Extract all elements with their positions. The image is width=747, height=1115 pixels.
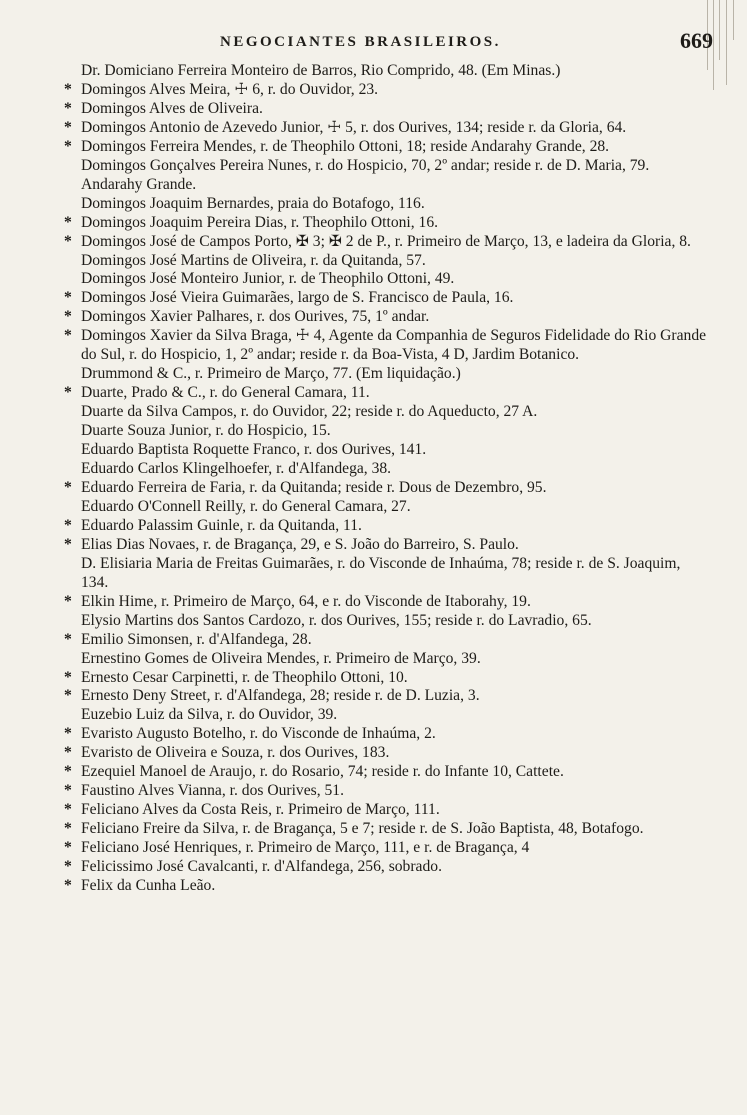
directory-entry bbox=[64, 687, 711, 706]
directory-entry bbox=[64, 384, 711, 403]
entry-text: Domingos Joaquim Pereira Dias, r. Theophilo Ottoni, 16. bbox=[81, 213, 439, 231]
directory-entry bbox=[64, 138, 711, 157]
entry-text: Feliciano José Henriques, r. Primeiro de Março, 111, e r. de Bragança, 4 bbox=[81, 839, 530, 857]
entry-marker: * bbox=[64, 99, 72, 117]
entry-text: Ernesto Cesar Carpinetti, r. de Theophilo Ottoni, 10. bbox=[81, 668, 408, 686]
entry-text: Domingos Alves de Oliveira. bbox=[81, 99, 263, 117]
directory-entry bbox=[64, 877, 711, 896]
directory-entry bbox=[64, 612, 711, 631]
directory-entry bbox=[64, 119, 711, 138]
entry-marker: * bbox=[64, 232, 72, 250]
entry-marker: * bbox=[64, 668, 72, 686]
entry-list bbox=[64, 62, 711, 896]
section-title: NEGOCIANTES BRASILEIROS. bbox=[220, 34, 501, 50]
entry-marker: * bbox=[64, 725, 72, 743]
directory-entry bbox=[64, 763, 711, 782]
directory-entry bbox=[64, 422, 711, 441]
entry-text: Eduardo Carlos Klingelhoefer, r. d'Alfandega, 38. bbox=[81, 460, 392, 478]
entry-text: Domingos José Monteiro Junior, r. de Theophilo Ottoni, 49. bbox=[81, 270, 455, 288]
directory-entry bbox=[64, 820, 711, 839]
entry-text: Domingos José Vieira Guimarães, largo de S. Francisco de Paula, 16. bbox=[81, 289, 514, 307]
directory-entry bbox=[64, 517, 711, 536]
directory-entry bbox=[64, 403, 711, 422]
directory-entry bbox=[64, 157, 711, 195]
entry-text: Feliciano Alves da Costa Reis, r. Primeiro de Março, 111. bbox=[81, 801, 440, 819]
directory-entry bbox=[64, 555, 711, 593]
entry-text: Dr. Domiciano Ferreira Monteiro de Barros, Rio Comprido, 48. (Em Minas.) bbox=[81, 62, 561, 79]
entry-text: Domingos Ferreira Mendes, r. de Theophilo Ottoni, 18; reside Andarahy Grande, 28. bbox=[81, 137, 610, 155]
directory-entry bbox=[64, 536, 711, 555]
directory-entry bbox=[64, 744, 711, 763]
entry-marker: * bbox=[64, 327, 72, 345]
entry-text: Felix da Cunha Leão. bbox=[81, 876, 216, 894]
directory-entry bbox=[64, 308, 711, 327]
entry-marker: * bbox=[64, 384, 72, 402]
entry-text: Eduardo Baptista Roquette Franco, r. dos Ourives, 141. bbox=[81, 441, 427, 459]
directory-entry bbox=[64, 650, 711, 669]
entry-text: Domingos José Martins de Oliveira, r. da Quitanda, 57. bbox=[81, 251, 426, 269]
entry-text: Duarte, Prado & C., r. do General Camara, 11. bbox=[81, 384, 370, 402]
directory-entry bbox=[64, 631, 711, 650]
entry-text: Domingos Xavier Palhares, r. dos Ourives, 75, 1º andar. bbox=[81, 308, 430, 326]
directory-entry bbox=[64, 669, 711, 688]
entry-marker: * bbox=[64, 137, 72, 155]
directory-entry bbox=[64, 365, 711, 384]
directory-entry bbox=[64, 725, 711, 744]
entry-text: Elias Dias Novaes, r. de Bragança, 29, e S. João do Barreiro, S. Paulo. bbox=[81, 535, 519, 553]
entry-text: Euzebio Luiz da Silva, r. do Ouvidor, 39. bbox=[81, 706, 338, 724]
entry-marker: * bbox=[64, 213, 72, 231]
entry-marker: * bbox=[64, 876, 72, 894]
directory-entry bbox=[64, 441, 711, 460]
entry-text: Elysio Martins dos Santos Cardozo, r. dos Ourives, 155; reside r. do Lavradio, 65. bbox=[81, 611, 592, 629]
directory-entry bbox=[64, 498, 711, 517]
entry-text: Elkin Hime, r. Primeiro de Março, 64, e r. do Visconde de Itaborahy, 19. bbox=[81, 592, 531, 610]
entry-marker: * bbox=[64, 782, 72, 800]
entry-marker: * bbox=[64, 630, 72, 648]
entry-text: Eduardo O'Connell Reilly, r. do General Camara, 27. bbox=[81, 497, 411, 515]
directory-entry bbox=[64, 289, 711, 308]
entry-marker: * bbox=[64, 839, 72, 857]
entry-text: D. Elisiaria Maria de Freitas Guimarães, r. do Visconde de Inhaúma, 78; reside r. de S. Joaquim, 134. bbox=[81, 554, 681, 591]
entry-text: Domingos Joaquim Bernardes, praia do Botafogo, 116. bbox=[81, 194, 425, 212]
entry-marker: * bbox=[64, 80, 72, 98]
entry-marker: * bbox=[64, 687, 72, 705]
entry-text: Drummond & C., r. Primeiro de Março, 77. (Em liquidação.) bbox=[81, 365, 461, 383]
entry-text: Domingos Antonio de Azevedo Junior, ☩ 5, r. dos Ourives, 134; reside r. da Gloria, 64. bbox=[81, 118, 627, 136]
entry-marker: * bbox=[64, 744, 72, 762]
directory-entry bbox=[64, 252, 711, 271]
entry-marker: * bbox=[64, 801, 72, 819]
page-header bbox=[64, 26, 711, 62]
entry-text: Domingos Alves Meira, ☩ 6, r. do Ouvidor, 23. bbox=[81, 80, 379, 98]
page-number: 669 bbox=[680, 28, 713, 53]
directory-entry bbox=[64, 214, 711, 233]
entry-text: Ezequiel Manoel de Araujo, r. do Rosario, 74; reside r. do Infante 10, Cattete. bbox=[81, 763, 564, 781]
directory-entry bbox=[64, 100, 711, 119]
entry-marker: * bbox=[64, 763, 72, 781]
directory-entry bbox=[64, 479, 711, 498]
directory-entry bbox=[64, 233, 711, 252]
directory-entry bbox=[64, 839, 711, 858]
entry-marker: * bbox=[64, 478, 72, 496]
directory-entry bbox=[64, 706, 711, 725]
entry-marker: * bbox=[64, 289, 72, 307]
directory-entry bbox=[64, 593, 711, 612]
directory-entry bbox=[64, 801, 711, 820]
entry-text: Feliciano Freire da Silva, r. de Bragança, 5 e 7; reside r. de S. João Baptista, 48, Botafogo. bbox=[81, 820, 644, 838]
entry-text: Eduardo Ferreira de Faria, r. da Quitanda; reside r. Dous de Dezembro, 95. bbox=[81, 478, 547, 496]
entry-text: Evaristo Augusto Botelho, r. do Visconde de Inhaúma, 2. bbox=[81, 725, 436, 743]
entry-text: Evaristo de Oliveira e Souza, r. dos Ourives, 183. bbox=[81, 744, 390, 762]
directory-entry bbox=[64, 858, 711, 877]
entry-text: Domingos Gonçalves Pereira Nunes, r. do Hospicio, 70, 2º andar; reside r. de D. Maria, 79. Andarahy Grande. bbox=[81, 156, 650, 193]
entry-text: Emilio Simonsen, r. d'Alfandega, 28. bbox=[81, 630, 312, 648]
directory-entry bbox=[64, 81, 711, 100]
entry-text: Eduardo Palassim Guinle, r. da Quitanda, 11. bbox=[81, 516, 362, 534]
entry-text: Felicissimo José Cavalcanti, r. d'Alfandega, 256, sobrado. bbox=[81, 858, 442, 876]
entry-marker: * bbox=[64, 535, 72, 553]
directory-entry bbox=[64, 327, 711, 365]
entry-marker: * bbox=[64, 820, 72, 838]
entry-text: Duarte da Silva Campos, r. do Ouvidor, 22; reside r. do Aqueducto, 27 A. bbox=[81, 403, 538, 421]
directory-entry bbox=[64, 62, 711, 81]
entry-marker: * bbox=[64, 592, 72, 610]
entry-marker: * bbox=[64, 516, 72, 534]
directory-entry bbox=[64, 195, 711, 214]
entry-text: Faustino Alves Vianna, r. dos Ourives, 51. bbox=[81, 782, 344, 800]
entry-text: Ernestino Gomes de Oliveira Mendes, r. Primeiro de Março, 39. bbox=[81, 649, 481, 667]
entry-text: Duarte Souza Junior, r. do Hospicio, 15. bbox=[81, 422, 331, 440]
entry-marker: * bbox=[64, 308, 72, 326]
directory-entry bbox=[64, 270, 711, 289]
entry-text: Domingos Xavier da Silva Braga, ☩ 4, Agente da Companhia de Seguros Fidelidade do Rio Grande do Sul, r. do Hospicio, 1, 2º andar; reside r. da Boa-Vista, 4 D, Jardim Botanico. bbox=[81, 327, 707, 364]
entry-marker: * bbox=[64, 118, 72, 136]
entry-text: Ernesto Deny Street, r. d'Alfandega, 28; reside r. de D. Luzia, 3. bbox=[81, 687, 480, 705]
directory-entry bbox=[64, 782, 711, 801]
entry-text: Domingos José de Campos Porto, ✠ 3; ✠ 2 de P., r. Primeiro de Março, 13, e ladeira da Gloria, 8. bbox=[81, 232, 691, 250]
entry-marker: * bbox=[64, 858, 72, 876]
directory-entry bbox=[64, 460, 711, 479]
